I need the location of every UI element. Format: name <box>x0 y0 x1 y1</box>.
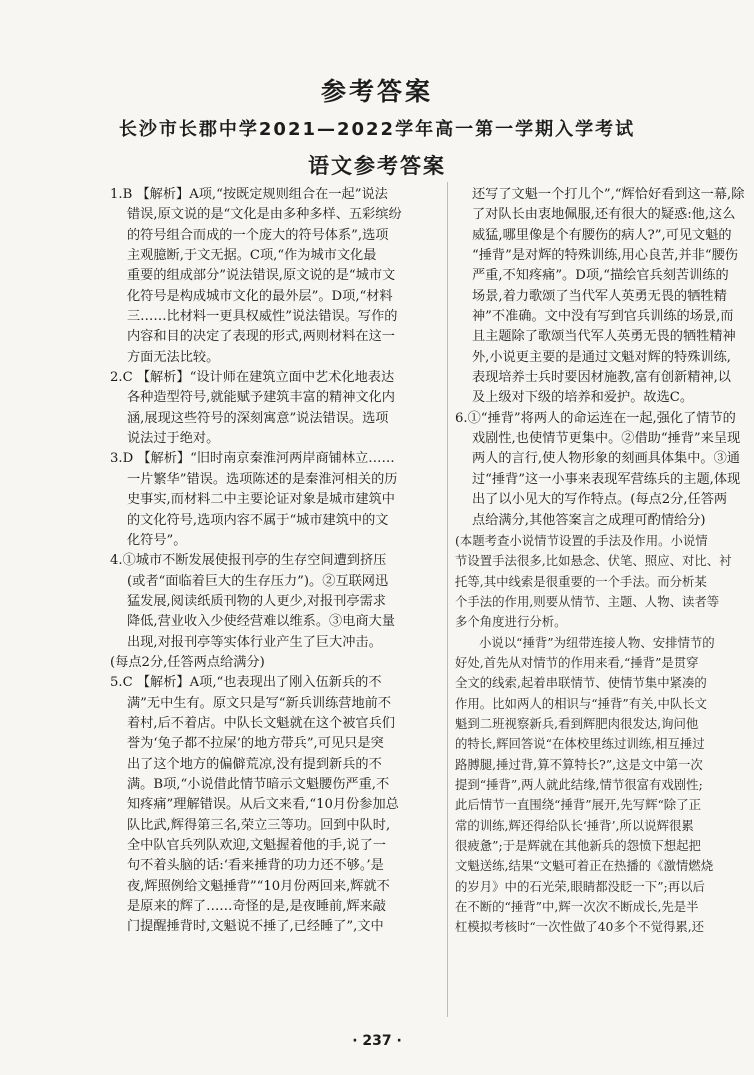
text-line: 出了这个地方的偏僻荒凉,没有提到新兵的不 <box>127 756 382 772</box>
text-line: 知疼痛”理解错误。从后文来看,“10月份参加总 <box>127 797 399 813</box>
text-line: 重要的组成部分”说法错误,原文说的是“城市文 <box>127 268 396 284</box>
text-line: 涵,展现这些符号的深刻寓意”说法错误。选项 <box>127 410 389 426</box>
text-line: 且主题除了歌颂当代军人英勇无畏的牺牲精神 <box>472 329 736 345</box>
note-line: 路膊腿,捶过背,算不算特长?”,这是文中第一次 <box>455 756 703 772</box>
text-line: 化符号是构成城市文化的最外层”。D项,“材料 <box>127 288 393 304</box>
text-line: 各种造型符号,就能赋予建筑丰富的精神文化内 <box>127 390 395 406</box>
text-line: 降低,营业收入少使经营难以维系。③电商大量 <box>127 614 395 630</box>
text-line: (每点2分,任答两点给满分) <box>110 654 265 670</box>
text-line: 了对队长由衷地佩服,还有很大的疑惑:他,这么 <box>472 207 736 223</box>
text-line: 队比武,辉得第三名,荣立三等功。回到中队时, <box>127 817 391 833</box>
note-line: 很疲惫”;于是辉就在其他新兵的怨愤下想起把 <box>455 838 701 853</box>
text-line: 史事实,而材料二中主要论证对象是城市建筑中 <box>127 492 395 508</box>
text-line: 出现,对报刊亭等实体行业产生了巨大冲击。 <box>127 634 382 650</box>
note-line: (本题考查小说情节设置的手法及作用。小说情 <box>455 532 708 548</box>
text-line: 猛发展,阅读纸质刊物的人更少,对报刊亭需求 <box>127 593 386 609</box>
text-line: 神”不准确。文中没有写到官兵训练的场景,而 <box>472 309 734 325</box>
note-line: 魁到二班视察新兵,看到辉肥肉很发达,询问他 <box>455 715 699 731</box>
note-line: 作用。比如两人的相识与“捶背”有关,中队长文 <box>455 695 708 711</box>
text-line: 两人的言行,使人物形象的刻画具体集中。③通 <box>472 451 740 467</box>
text-line: 1.B 【解析】A项,“按既定规则组合在一起”说法 <box>110 187 388 202</box>
text-line: 满”无中生有。原文只是写“新兵训练营地前不 <box>127 695 392 711</box>
text-line: 戏剧性,也使情节更集中。②借助“捶背”来呈现 <box>472 431 741 447</box>
page-number: · 237 · <box>352 1033 402 1049</box>
text-line: 三……比材料一更具权威性”说法错误。写作的 <box>127 309 398 325</box>
text-line: 的文化符号,选项内容不属于“城市建筑中的文 <box>127 512 389 528</box>
text-line: 句不着头脑的话:‘看来捶背的功力还不够。’是 <box>127 858 384 874</box>
note-line: 小说以“捶背”为纽带连接人物、安排情节的 <box>479 634 715 650</box>
text-line: 点给满分,其他答案言之成理可酌情给分) <box>472 512 706 528</box>
note-line: 此后情节一直围绕“捶背”展开,先写辉“除了正 <box>455 797 701 813</box>
text-line: 一片繁华”错误。选项陈述的是秦淮河相关的历 <box>127 471 398 487</box>
note-line: 提到“捶背”,两人就此结缘,情节很富有戏剧性; <box>455 776 703 792</box>
note-line: 好处,首先从对情节的作用来看,“捶背”是贯穿 <box>455 654 699 670</box>
section-title: 语文参考答案 <box>308 154 446 178</box>
text-line: 4.①城市不断发展使报刊亭的生存空间遭到挤压 <box>110 553 387 569</box>
note-line: 的岁月》中的石光荣,眼睛都没眨一下”;再以后 <box>455 878 705 894</box>
note-line: 常的训练,辉还得给队长‘捶背’,所以说辉很累 <box>455 817 694 833</box>
text-line: 满。B项,“小说借此情节暗示文魁腰伤严重,不 <box>127 776 390 792</box>
note-line: 个手法的作用,则要从情节、主题、人物、读者等 <box>455 593 720 609</box>
page-title: 参考答案 <box>320 77 433 106</box>
exam-title: 长沙市长郡中学2021—2022学年高一第一学期入学考试 <box>118 119 636 140</box>
note-line: 在不断的“捶背”中,辉一次次不断成长,先是半 <box>455 899 699 915</box>
text-line: 的符号组合而成的一个庞大的符号体系”,选项 <box>127 227 389 243</box>
text-line: 还写了文魁一个打儿个”,“辉恰好看到这一幕,除 <box>472 187 745 202</box>
text-line: 化符号”。 <box>127 532 187 548</box>
note-line: 全文的线索,起着串联情节、使情节集中紧凑的 <box>455 675 707 691</box>
text-line: 表现培养士兵时要因材施教,富有创新精神,以 <box>472 370 731 386</box>
text-line: 威猛,哪里像是个有腰伤的病人?”,可见文魁的 <box>472 227 732 243</box>
text-line: 夜,辉照例给文魁捶背”“10月份两回来,辉就不 <box>127 878 390 894</box>
left-column <box>110 185 444 938</box>
text-line: 着村,后不着店。中队长文魁就在这个被官兵们 <box>127 715 395 731</box>
text-line: 出了以小见大的写作特点。(每点2分,任答两 <box>472 492 728 508</box>
text-line: 誉为‘兔子都不拉屎’的地方带兵”,可见只是突 <box>127 736 384 752</box>
text-line: 严重,不知疼痛”。D项,“描绘官兵刻苦训练的 <box>472 268 729 284</box>
text-line: (或者“面临着巨大的生存压力”)。②互联网迅 <box>127 573 389 589</box>
note-line: 多个角度进行分析。 <box>455 614 567 630</box>
text-line: “捶背”是对辉的特殊训练,用心良苦,并非“腰伤 <box>472 248 738 264</box>
right-column <box>455 185 745 938</box>
text-line: 过“捶背”这一小事来表现军营练兵的主题,体现 <box>472 471 741 487</box>
text-line: 全中队官兵列队欢迎,文魁握着他的手,说了一 <box>127 838 386 853</box>
text-line: 方面无法比较。 <box>127 349 220 365</box>
text-line: 外,小说更主要的是通过文魁对辉的特殊训练, <box>472 349 731 365</box>
column-divider <box>447 182 448 1017</box>
text-line: 主观臆断,于文无据。C项,“作为城市文化最 <box>127 248 377 264</box>
note-line: 文魁送练,结果“文魁可着正在热播的《激情燃烧 <box>455 858 714 874</box>
text-line: 错误,原文说的是“文化是由多种多样、五彩缤纷 <box>127 207 402 223</box>
text-line: 场景,着力歌颂了当代军人英勇无畏的牺牲精 <box>472 288 727 304</box>
text-line: 2.C 【解析】“设计师在建筑立面中艺术化地表达 <box>110 370 395 386</box>
text-line: 6.①“捶背”将两人的命运连在一起,强化了情节的 <box>455 410 736 426</box>
note-line: 的特长,辉回答说“在体校里练过训练,相互捶过 <box>455 736 705 752</box>
text-line: 及上级对下级的培养和爱护。故选C。 <box>472 390 694 406</box>
note-line: 杠模拟考核时“一次性做了40多个不觉得累,还 <box>455 919 705 935</box>
note-line: 节设置手法很多,比如悬念、伏笔、照应、对比、衬 <box>455 553 732 569</box>
text-line: 内容和目的决定了表现的形式,两则材料在这一 <box>127 329 395 345</box>
text-line: 3.D 【解析】“旧时南京秦淮河两岸商铺林立…… <box>110 451 395 467</box>
text-line: 5.C 【解析】A项,“也表现出了刚入伍新兵的不 <box>110 675 382 691</box>
text-line: 是原来的辉了……奇怪的是,是夜睡前,辉来敲 <box>127 899 386 915</box>
text-line: 门提醒捶背时,文魁说不捶了,已经睡了”,文中 <box>127 919 384 935</box>
text-line: 说法过于绝对。 <box>127 431 220 447</box>
note-line: 托等,其中线索是很重要的一个手法。而分析某 <box>455 573 707 589</box>
